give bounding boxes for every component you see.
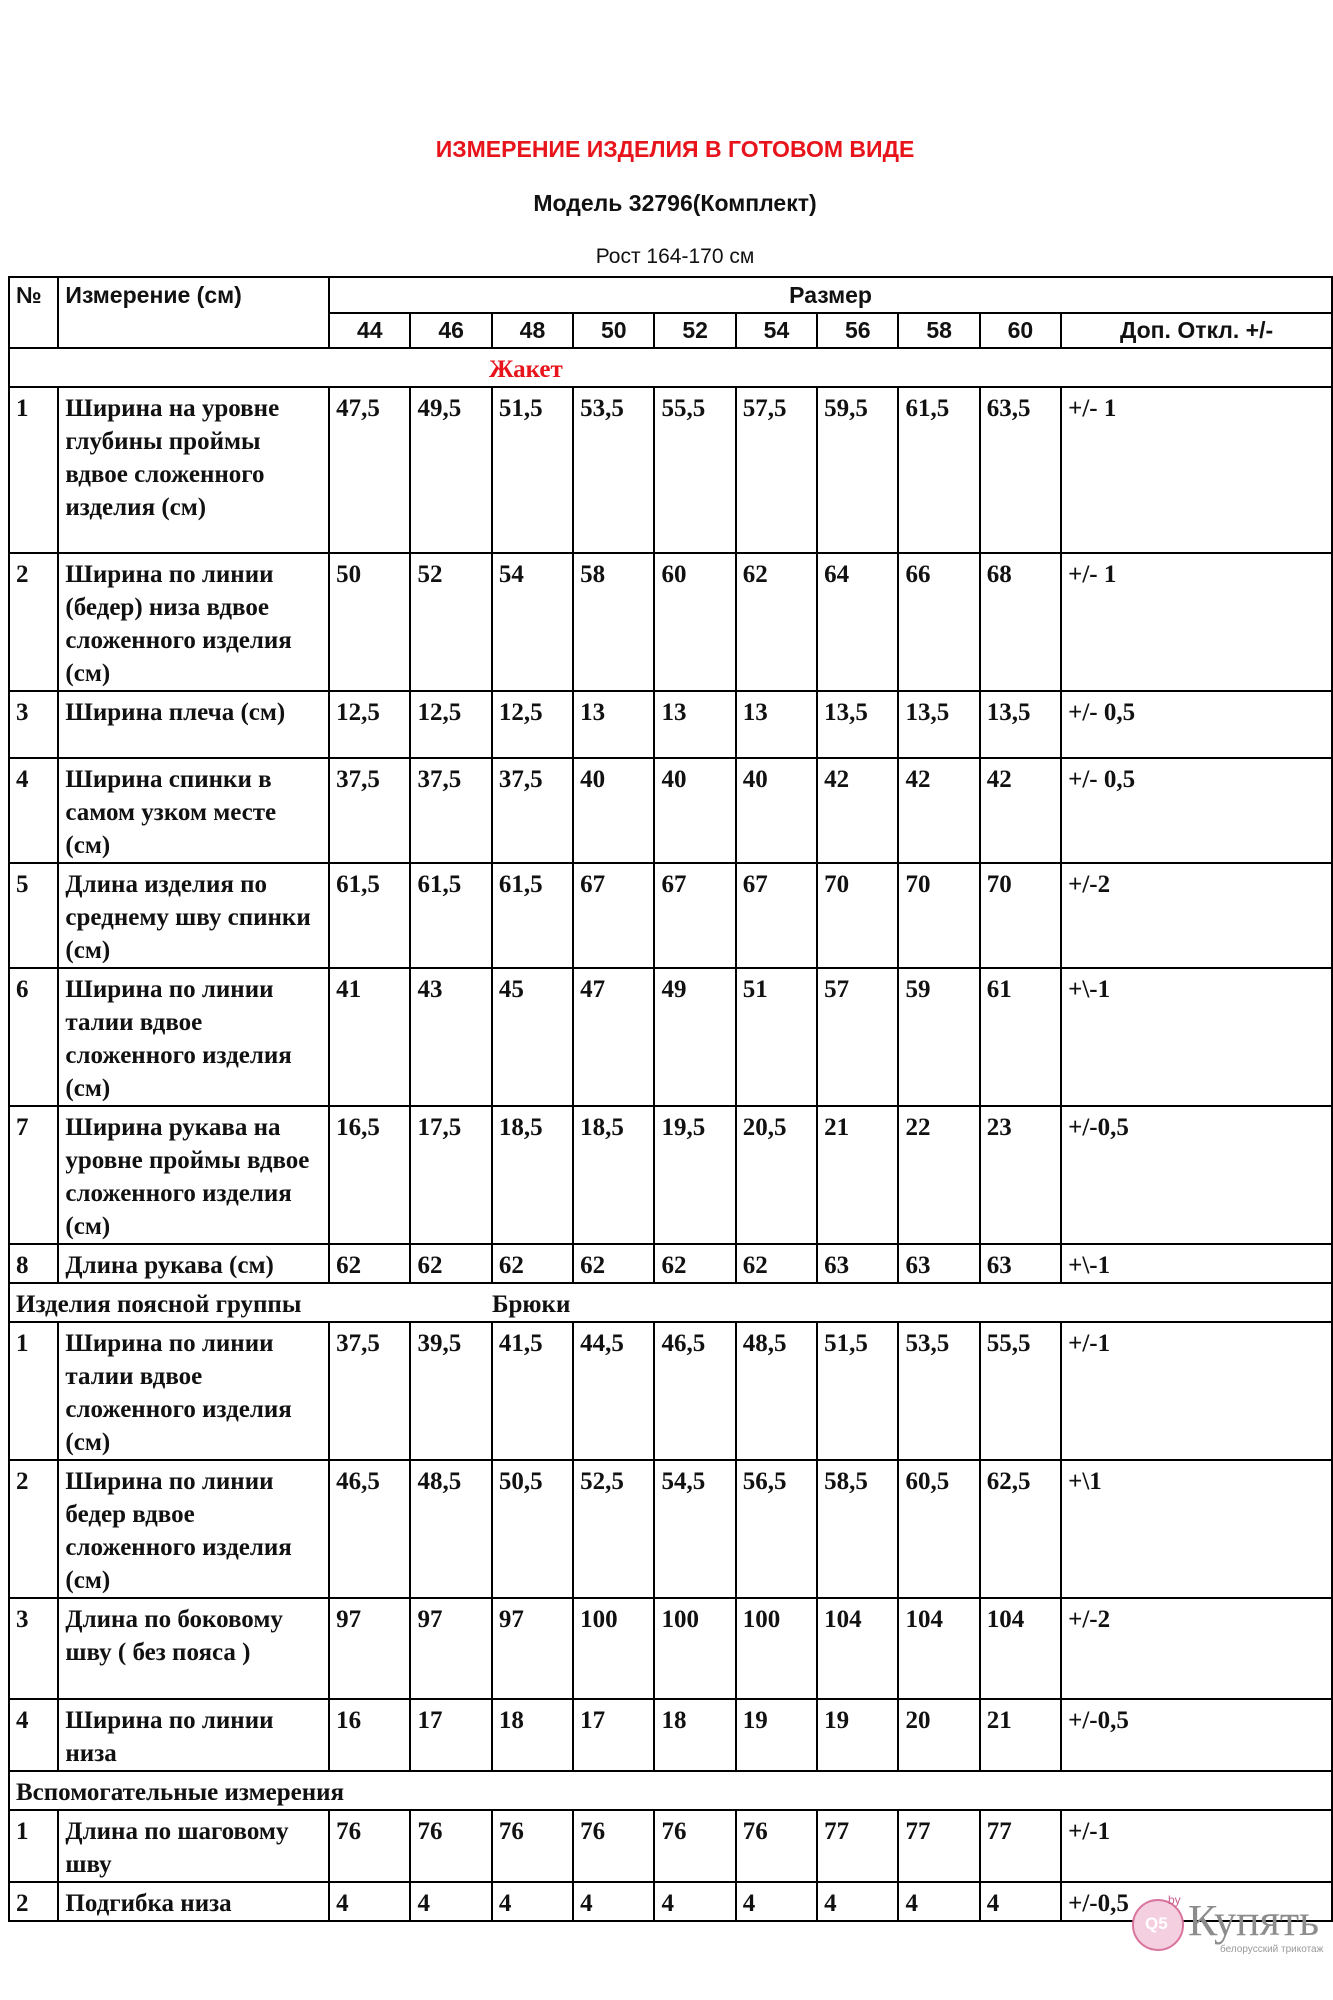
size-value-48: 18 [492, 1699, 573, 1771]
table-row [9, 1598, 1332, 1699]
size-value-60: 104 [980, 1598, 1061, 1699]
header-size-44: 44 [329, 313, 410, 348]
size-value-54: 57,5 [736, 387, 817, 553]
size-value-44: 16 [329, 1699, 410, 1771]
brand-logo [1132, 1895, 1332, 1965]
header-size-48: 48 [492, 313, 573, 348]
tolerance-value: +/- 1 [1061, 553, 1332, 691]
table-row [9, 1699, 1332, 1771]
size-value-46: 48,5 [410, 1460, 491, 1598]
size-value-56: 4 [817, 1882, 898, 1921]
logo-tagline: белорусский трикотаж [1220, 1944, 1324, 1955]
size-value-54: 62 [736, 1244, 817, 1283]
tolerance-value: +/-0,5 [1061, 1882, 1332, 1921]
measurement-name: Ширина спинки в самом узком месте (см) [58, 758, 329, 863]
size-value-44: 46,5 [329, 1460, 410, 1598]
size-value-48: 97 [492, 1598, 573, 1699]
size-value-46: 76 [410, 1810, 491, 1882]
tolerance-value: +/- 0,5 [1061, 691, 1332, 758]
size-value-58: 63 [898, 1244, 979, 1283]
size-value-44: 50 [329, 553, 410, 691]
size-value-44: 37,5 [329, 758, 410, 863]
size-value-50: 52,5 [573, 1460, 654, 1598]
size-value-44: 62 [329, 1244, 410, 1283]
size-value-46: 97 [410, 1598, 491, 1699]
tolerance-value: +/- 1 [1061, 387, 1332, 553]
size-value-52: 54,5 [654, 1460, 735, 1598]
size-value-44: 37,5 [329, 1322, 410, 1460]
row-number: 2 [9, 553, 58, 691]
row-number: 1 [9, 387, 58, 553]
size-value-60: 4 [980, 1882, 1061, 1921]
size-value-60: 13,5 [980, 691, 1061, 758]
logo-badge-icon: Q5 [1132, 1899, 1184, 1951]
row-number: 2 [9, 1460, 58, 1598]
size-value-52: 4 [654, 1882, 735, 1921]
size-value-48: 62 [492, 1244, 573, 1283]
size-value-54: 51 [736, 968, 817, 1106]
size-value-56: 57 [817, 968, 898, 1106]
size-value-56: 13,5 [817, 691, 898, 758]
size-value-46: 49,5 [410, 387, 491, 553]
row-number: 5 [9, 863, 58, 968]
size-value-48: 41,5 [492, 1322, 573, 1460]
size-value-54: 56,5 [736, 1460, 817, 1598]
size-value-54: 48,5 [736, 1322, 817, 1460]
size-value-46: 17,5 [410, 1106, 491, 1244]
row-number: 3 [9, 1598, 58, 1699]
size-value-46: 39,5 [410, 1322, 491, 1460]
size-value-58: 13,5 [898, 691, 979, 758]
size-value-46: 17 [410, 1699, 491, 1771]
size-value-60: 61 [980, 968, 1061, 1106]
size-value-50: 17 [573, 1699, 654, 1771]
size-value-50: 62 [573, 1244, 654, 1283]
section-jacket: Жакет [9, 348, 1332, 387]
size-value-48: 18,5 [492, 1106, 573, 1244]
size-value-58: 70 [898, 863, 979, 968]
size-value-58: 61,5 [898, 387, 979, 553]
size-value-52: 19,5 [654, 1106, 735, 1244]
size-value-52: 62 [654, 1244, 735, 1283]
measurement-name: Ширина рукава на уровне проймы вдвое сложенного изделия (см) [58, 1106, 329, 1244]
size-value-56: 59,5 [817, 387, 898, 553]
size-value-56: 63 [817, 1244, 898, 1283]
size-value-44: 4 [329, 1882, 410, 1921]
size-value-48: 61,5 [492, 863, 573, 968]
tolerance-value: +\-1 [1061, 1244, 1332, 1283]
size-value-50: 47 [573, 968, 654, 1106]
header-size-50: 50 [573, 313, 654, 348]
size-value-60: 42 [980, 758, 1061, 863]
row-number: 8 [9, 1244, 58, 1283]
size-value-48: 51,5 [492, 387, 573, 553]
size-value-52: 60 [654, 553, 735, 691]
row-number: 4 [9, 758, 58, 863]
table-row [9, 691, 1332, 758]
size-value-56: 77 [817, 1810, 898, 1882]
section-aux: Вспомогательные измерения [9, 1771, 1332, 1810]
size-value-60: 23 [980, 1106, 1061, 1244]
tolerance-value: +/-2 [1061, 1598, 1332, 1699]
table-row [9, 1244, 1332, 1283]
size-value-58: 4 [898, 1882, 979, 1921]
logo-by: by [1168, 1893, 1181, 1907]
size-value-52: 49 [654, 968, 735, 1106]
document-title: ИЗМЕРЕНИЕ ИЗДЕЛИЯ В ГОТОВОМ ВИДЕ [435, 136, 915, 162]
measurement-name: Ширина по линии низа [58, 1699, 329, 1771]
size-value-52: 67 [654, 863, 735, 968]
size-value-50: 40 [573, 758, 654, 863]
size-value-56: 19 [817, 1699, 898, 1771]
size-value-58: 60,5 [898, 1460, 979, 1598]
size-value-54: 20,5 [736, 1106, 817, 1244]
size-value-46: 37,5 [410, 758, 491, 863]
size-value-44: 76 [329, 1810, 410, 1882]
size-value-60: 77 [980, 1810, 1061, 1882]
header-size-56: 56 [817, 313, 898, 348]
table-row [9, 553, 1332, 691]
tolerance-value: +/-0,5 [1061, 1106, 1332, 1244]
tolerance-value: +\1 [1061, 1460, 1332, 1598]
row-number: 6 [9, 968, 58, 1106]
row-number: 3 [9, 691, 58, 758]
size-value-52: 18 [654, 1699, 735, 1771]
section-waist-group [9, 1283, 1332, 1322]
size-value-50: 100 [573, 1598, 654, 1699]
height-range: Рост 164-170 см [595, 245, 755, 268]
size-value-50: 13 [573, 691, 654, 758]
size-value-56: 58,5 [817, 1460, 898, 1598]
size-value-54: 13 [736, 691, 817, 758]
header-size-46: 46 [410, 313, 491, 348]
tolerance-value: +\-1 [1061, 968, 1332, 1106]
size-value-56: 51,5 [817, 1322, 898, 1460]
size-value-56: 21 [817, 1106, 898, 1244]
row-number: 1 [9, 1322, 58, 1460]
measurement-name: Ширина по линии (бедер) низа вдвое сложенного изделия (см) [58, 553, 329, 691]
size-value-50: 18,5 [573, 1106, 654, 1244]
size-value-44: 41 [329, 968, 410, 1106]
header-measure: Измерение (см) [58, 277, 329, 348]
size-value-52: 76 [654, 1810, 735, 1882]
size-value-44: 61,5 [329, 863, 410, 968]
size-value-58: 42 [898, 758, 979, 863]
row-number: 7 [9, 1106, 58, 1244]
header-size: Размер [329, 277, 1332, 313]
size-value-60: 70 [980, 863, 1061, 968]
size-value-58: 20 [898, 1699, 979, 1771]
measurement-name: Ширина по линии талии вдвое сложенного изделия (см) [58, 968, 329, 1106]
size-value-54: 4 [736, 1882, 817, 1921]
size-value-60: 63 [980, 1244, 1061, 1283]
size-value-50: 4 [573, 1882, 654, 1921]
row-number: 4 [9, 1699, 58, 1771]
tolerance-value: +/-2 [1061, 863, 1332, 968]
size-value-58: 77 [898, 1810, 979, 1882]
table-row [9, 1322, 1332, 1460]
size-value-56: 70 [817, 863, 898, 968]
table-row [9, 1106, 1332, 1244]
measurement-name: Подгибка низа [58, 1882, 329, 1921]
size-value-44: 12,5 [329, 691, 410, 758]
size-value-54: 67 [736, 863, 817, 968]
size-value-60: 55,5 [980, 1322, 1061, 1460]
size-value-50: 58 [573, 553, 654, 691]
size-value-56: 42 [817, 758, 898, 863]
measurement-name: Ширина по линии бедер вдвое сложенного изделия (см) [58, 1460, 329, 1598]
tolerance-value: +/-0,5 [1061, 1699, 1332, 1771]
size-value-44: 97 [329, 1598, 410, 1699]
header-size-60: 60 [980, 313, 1061, 348]
table-row [9, 1460, 1332, 1598]
size-value-46: 12,5 [410, 691, 491, 758]
table-row [9, 758, 1332, 863]
size-value-56: 64 [817, 553, 898, 691]
header-num: № [9, 277, 58, 348]
section-waist-group-label: Изделия поясной группы [16, 1291, 302, 1318]
row-number: 1 [9, 1810, 58, 1882]
size-value-46: 43 [410, 968, 491, 1106]
size-value-48: 54 [492, 553, 573, 691]
measurement-name: Длина по шаговому шву [58, 1810, 329, 1882]
header-tolerance: Доп. Откл. +/- [1061, 313, 1332, 348]
size-value-54: 40 [736, 758, 817, 863]
size-value-46: 61,5 [410, 863, 491, 968]
table-row [9, 968, 1332, 1106]
size-value-60: 21 [980, 1699, 1061, 1771]
size-value-54: 62 [736, 553, 817, 691]
size-value-58: 22 [898, 1106, 979, 1244]
size-value-46: 4 [410, 1882, 491, 1921]
size-value-50: 67 [573, 863, 654, 968]
header-size-58: 58 [898, 313, 979, 348]
table-row [9, 1810, 1332, 1882]
size-value-46: 52 [410, 553, 491, 691]
size-value-56: 104 [817, 1598, 898, 1699]
size-value-52: 40 [654, 758, 735, 863]
size-value-52: 46,5 [654, 1322, 735, 1460]
measurement-name: Длина по боковому шву ( без пояса ) [58, 1598, 329, 1699]
size-value-58: 59 [898, 968, 979, 1106]
size-value-54: 100 [736, 1598, 817, 1699]
section-pants: Брюки [492, 1291, 571, 1318]
size-value-58: 104 [898, 1598, 979, 1699]
tolerance-value: +/- 0,5 [1061, 758, 1332, 863]
tolerance-value: +/-1 [1061, 1322, 1332, 1460]
size-value-48: 76 [492, 1810, 573, 1882]
table-row [9, 863, 1332, 968]
size-value-54: 19 [736, 1699, 817, 1771]
measurement-name: Ширина плеча (см) [58, 691, 329, 758]
size-value-58: 53,5 [898, 1322, 979, 1460]
size-value-60: 68 [980, 553, 1061, 691]
size-value-44: 47,5 [329, 387, 410, 553]
logo-name: Купять [1188, 1896, 1320, 1945]
size-value-48: 12,5 [492, 691, 573, 758]
size-value-58: 66 [898, 553, 979, 691]
model-name: Модель 32796(Комплект) [533, 190, 817, 216]
tolerance-value: +/-1 [1061, 1810, 1332, 1882]
measurement-name: Длина рукава (см) [58, 1244, 329, 1283]
measurement-name: Ширина по линии талии вдвое сложенного изделия (см) [58, 1322, 329, 1460]
measurements-table [8, 276, 1333, 1922]
size-value-60: 62,5 [980, 1460, 1061, 1598]
size-value-52: 13 [654, 691, 735, 758]
header-size-54: 54 [736, 313, 817, 348]
size-value-48: 45 [492, 968, 573, 1106]
table-row [9, 387, 1332, 553]
size-value-50: 53,5 [573, 387, 654, 553]
size-value-54: 76 [736, 1810, 817, 1882]
row-number: 2 [9, 1882, 58, 1921]
size-value-50: 44,5 [573, 1322, 654, 1460]
measurement-name: Длина изделия по среднему шву спинки (см) [58, 863, 329, 968]
size-value-50: 76 [573, 1810, 654, 1882]
size-value-48: 4 [492, 1882, 573, 1921]
size-value-48: 50,5 [492, 1460, 573, 1598]
header-size-52: 52 [654, 313, 735, 348]
size-value-44: 16,5 [329, 1106, 410, 1244]
measurement-name: Ширина на уровне глубины проймы вдвое сложенного изделия (см) [58, 387, 329, 553]
size-value-46: 62 [410, 1244, 491, 1283]
size-value-52: 100 [654, 1598, 735, 1699]
size-value-60: 63,5 [980, 387, 1061, 553]
size-value-48: 37,5 [492, 758, 573, 863]
size-value-52: 55,5 [654, 387, 735, 553]
